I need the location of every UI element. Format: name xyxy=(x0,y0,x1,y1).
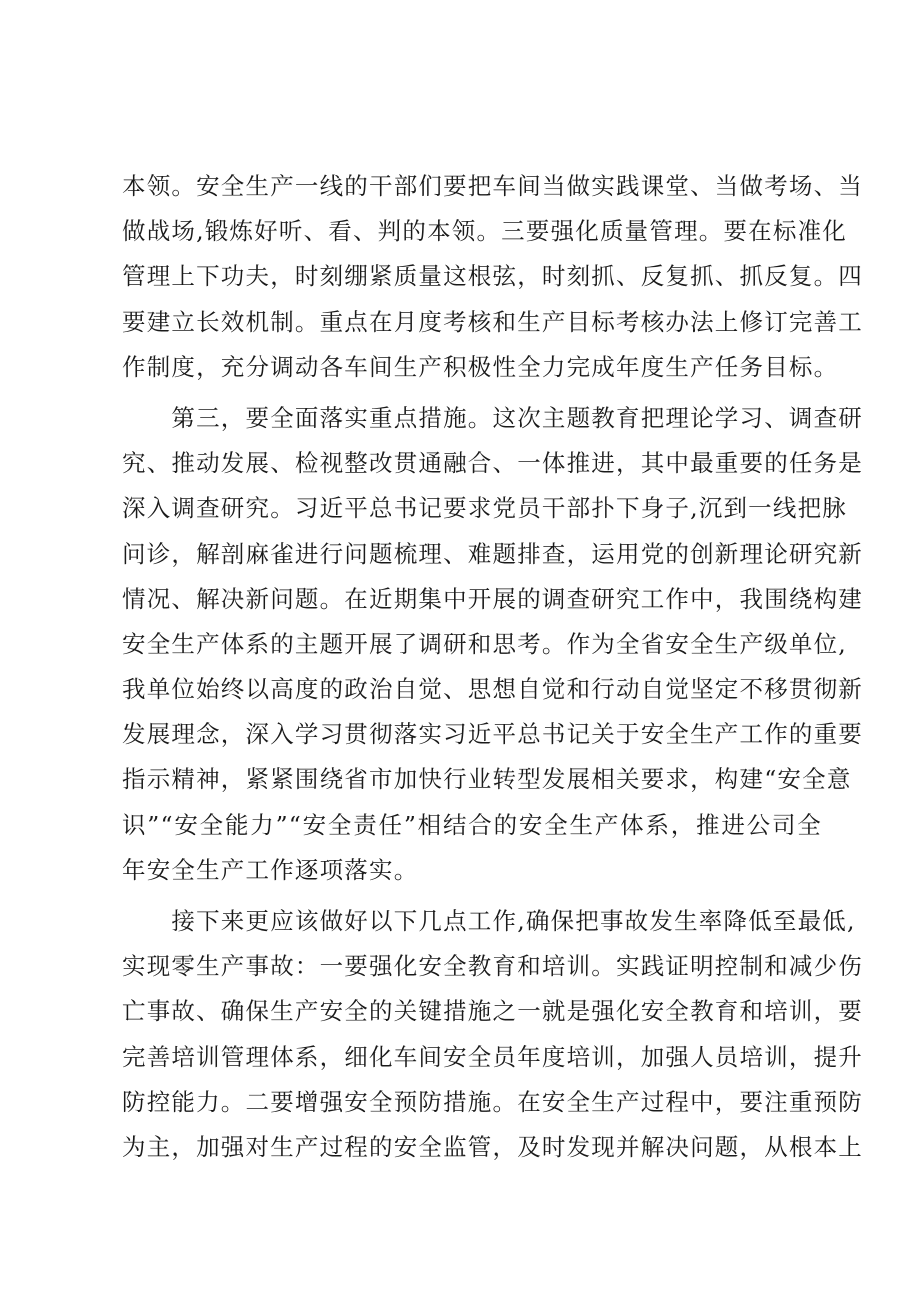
text-line: 年安全生产工作逐项落实。 xyxy=(122,855,419,884)
text-line: 我单位始终以高度的政治自觉、思想自觉和行动自觉坚定不移贯彻新 xyxy=(122,675,863,704)
text-line: 安全生产体系的主题开展了调研和思考。作为全省安全生产级单位, xyxy=(122,629,847,658)
text-line: 深入调查研究。习近平总书记要求党员干部扑下身子,沉到一线把脉 xyxy=(122,494,847,523)
text-line: 本领。安全生产一线的干部们要把车间当做实践课堂、当做考场、当 xyxy=(122,172,863,200)
text-line: 要建立长效机制。重点在月度考核和生产目标考核办法上修订完善工 xyxy=(122,307,863,336)
text-line: 作制度，充分调动各车间生产积极性全力完成年度生产任务目标。 xyxy=(122,352,839,381)
text-line: 做战场,锻炼好听、看、判的本领。三要强化质量管理。要在标准化 xyxy=(122,217,847,246)
text-line: 防控能力。二要增强安全预防措施。在安全生产过程中，要注重预防 xyxy=(122,1087,863,1116)
text-line: 第三，要全面落实重点措施。这次主题教育把理论学习、调查研 xyxy=(122,403,863,432)
text-line: 完善培训管理体系，细化车间安全员年度培训，加强人员培训，提升 xyxy=(122,1042,863,1071)
text-line: 究、推动发展、检视整改贯通融合、一体推进，其中最重要的任务是 xyxy=(122,449,863,478)
text-line: 管理上下功夫，时刻绷紧质量这根弦，时刻抓、反复抓、抓反复。四 xyxy=(122,262,863,291)
text-line: 为主，加强对生产过程的安全监管，及时发现并解决问题，从根本上 xyxy=(122,1132,863,1161)
text-line: 识”“安全能力”“安全责任”相结合的安全生产体系，推进公司全 xyxy=(122,810,822,839)
paragraph xyxy=(122,164,863,390)
text-line: 亡事故、确保生产安全的关键措施之一就是强化安全教育和培训，要 xyxy=(122,997,863,1026)
text-line: 指示精神，紧紧围绕省市加快行业转型发展相关要求，构建“安全意 xyxy=(122,765,852,794)
text-line: 接下来更应该做好以下几点工作,确保把事故发生率降低至最低, xyxy=(122,907,856,935)
text-line: 情况、解决新问题。在近期集中开展的调查研究工作中，我围绕构建 xyxy=(122,584,863,613)
paragraph xyxy=(122,396,863,893)
text-line: 问诊，解剖麻雀进行问题梳理、难题排查，运用党的创新理论研究新 xyxy=(122,539,863,568)
paragraph xyxy=(122,899,863,1170)
document-body xyxy=(122,164,863,1170)
text-line: 实现零生产事故：一要强化安全教育和培训。实践证明控制和减少伤 xyxy=(122,952,863,981)
text-line: 发展理念，深入学习贯彻落实习近平总书记关于安全生产工作的重要 xyxy=(122,720,863,749)
